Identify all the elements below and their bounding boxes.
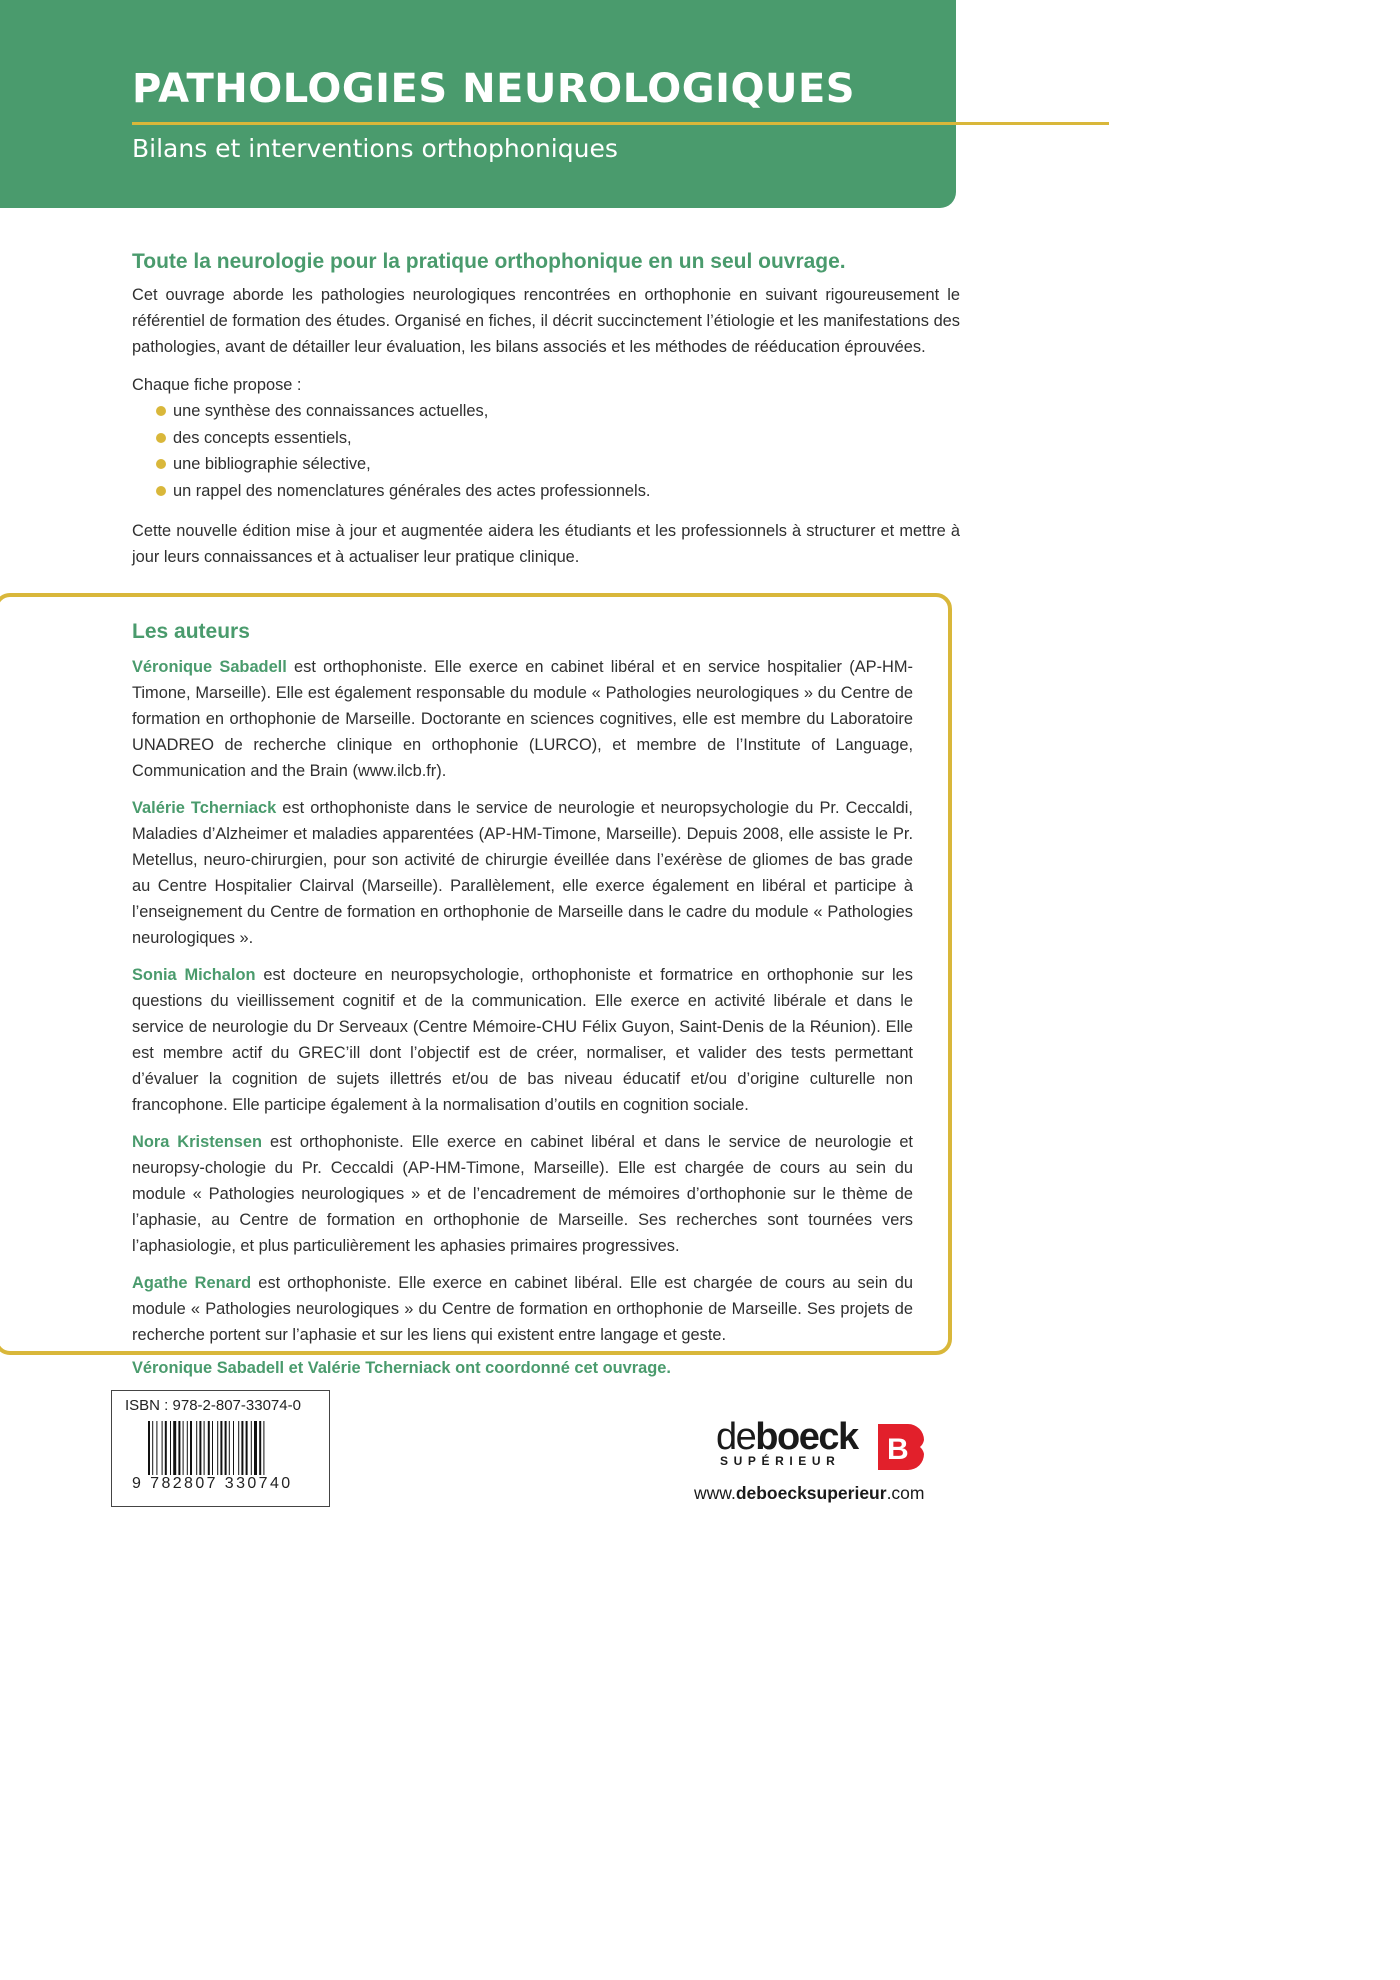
intro-section [132, 250, 960, 570]
list-item-text: un rappel des nomenclatures générales des actes professionnels. [173, 481, 651, 500]
list-item [156, 398, 960, 425]
bullet-dot-icon [156, 433, 166, 443]
logo-subtitle: SUPÉRIEUR [720, 1454, 841, 1468]
bullet-dot-icon [156, 486, 166, 496]
author-name: Nora Kristensen [132, 1133, 263, 1151]
author-bio [132, 1270, 913, 1348]
logo-word-light: de [716, 1416, 756, 1458]
author-name: Véronique Sabadell [132, 658, 287, 676]
list-item-text: une bibliographie sélective, [173, 455, 371, 473]
web-suffix: .com [886, 1483, 925, 1503]
web-prefix: www. [694, 1483, 736, 1503]
title-rule [132, 122, 1109, 125]
logo-wordmark [716, 1416, 858, 1459]
feature-list [132, 398, 960, 504]
book-title: PATHOLOGIES NEUROLOGIQUES [132, 66, 856, 112]
logo-b-icon [878, 1424, 934, 1470]
author-bio [132, 654, 913, 784]
list-item-text: des concepts essentiels, [173, 428, 352, 447]
header-banner [0, 0, 956, 208]
author-name: Valérie Tcherniack [132, 799, 277, 817]
book-subtitle: Bilans et interventions orthophoniques [132, 134, 618, 163]
author-bio-text: est orthophoniste. Elle exerce en cabinet libéral. Elle est chargée de cours au sein du module « Pathologies neurologiques » du Centre de formation en orthophonie de Marseille. Ses projets de recherche portent sur l’aphasie et sur les liens qui existent entre langage et geste. [132, 1274, 913, 1344]
list-intro: Chaque fiche propose : [132, 376, 302, 394]
authors-section [132, 620, 913, 1378]
author-bio-text: est orthophoniste. Elle exerce en cabinet libéral et en service hospitalier (AP-HM-Timone, Marseille). Elle est également responsable du module « Pathologies neurologiques » du Centre de formation en orthophonie de Marseille. Doctorante en sciences cognitives, elle est membre du Laboratoire UNADREO de recherche clinique en orthophonie (LURCO), et membre de l’Institute of Language, Communication and the Brain (www.ilcb.fr). [132, 658, 913, 780]
coordination-note: Véronique Sabadell et Valérie Tcherniack ont coordonné cet ouvrage. [132, 1359, 671, 1377]
author-bio [132, 1129, 913, 1259]
list-item-text: une synthèse des connaissances actuelles, [173, 402, 489, 420]
author-name: Agathe Renard [132, 1274, 252, 1292]
tagline: Toute la neurologie pour la pratique orthophonique en un seul ouvrage. [132, 250, 846, 273]
author-bio [132, 795, 913, 951]
authors-heading: Les auteurs [132, 620, 250, 643]
barcode-graphic [148, 1421, 298, 1475]
isbn-label: ISBN : 978-2-807-33074-0 [125, 1397, 301, 1414]
barcode-block [111, 1390, 330, 1507]
author-name: Sonia Michalon [132, 966, 256, 984]
bullet-dot-icon [156, 406, 166, 416]
barcode-digits: 9 782807 330740 [132, 1475, 293, 1492]
publisher-website[interactable] [694, 1483, 925, 1504]
closing-paragraph: Cette nouvelle édition mise à jour et augmentée aidera les étudiants et les professionnels à structurer et mettre à jour leurs connaissances et à actualiser leur pratique clinique. [132, 522, 960, 566]
bullet-dot-icon [156, 459, 166, 469]
logo-word-heavy: boeck [755, 1416, 858, 1458]
author-bio-text: est docteure en neuropsychologie, orthophoniste et formatrice en orthophonie sur les questions du vieillissement cognitif et de la communication. Elle exerce en activité libérale et dans le service de neurologie du Dr Serveaux (Centre Mémoire-CHU Félix Guyon, Saint-Denis de la Réunion). Elle est membre actif du GREC’ill dont l’objectif est de créer, normaliser, et valider des tests permettant d’évaluer la cognition de sujets illettrés et/ou de bas niveau éducatif et/ou d’origine culturelle non francophone. Elle participe également à la normalisation d’outils en cognition sociale. [132, 966, 913, 1114]
list-item [156, 425, 960, 452]
publisher-logo [716, 1416, 936, 1474]
author-bio-text: est orthophoniste. Elle exerce en cabinet libéral et dans le service de neurologie et neuropsy-chologie du Pr. Ceccaldi (AP-HM-Timone, Marseille). Elle est chargée de cours au sein du module « Pathologies neurologiques » et de l’encadrement de mémoires d’orthophonie sur le thème de l’aphasie, au Centre de formation en orthophonie de Marseille. Ses recherches sont tournées vers l’aphasiologie, et plus particulièrement les aphasies primaires progressives. [132, 1133, 913, 1255]
description: Cet ouvrage aborde les pathologies neurologiques rencontrées en orthophonie en suivant rigoureusement le référentiel de formation des études. Organisé en fiches, il décrit succinctement l’étiologie et les manifestations des pathologies, avant de détailler leur évaluation, les bilans associés et les méthodes de rééducation éprouvées. [132, 286, 960, 356]
list-item [156, 478, 960, 505]
web-domain: deboecksuperieur [735, 1483, 887, 1503]
author-bio-text: est orthophoniste dans le service de neurologie et neuropsychologie du Pr. Ceccaldi, Maladies d’Alzheimer et maladies apparentées (AP-HM-Timone, Marseille). Depuis 2008, elle assiste le Pr. Metellus, neuro-chirurgien, pour son activité de chirurgie éveillée dans l’exérèse de gliomes de bas grade au Centre Hospitalier Clairval (Marseille). Parallèlement, elle exerce également en libéral et participe à l’enseignement du Centre de formation en orthophonie de Marseille dans le cadre du module « Pathologies neurologiques ». [132, 799, 913, 947]
list-item [156, 451, 960, 478]
logo-letter: B [887, 1433, 909, 1466]
author-bio [132, 962, 913, 1118]
